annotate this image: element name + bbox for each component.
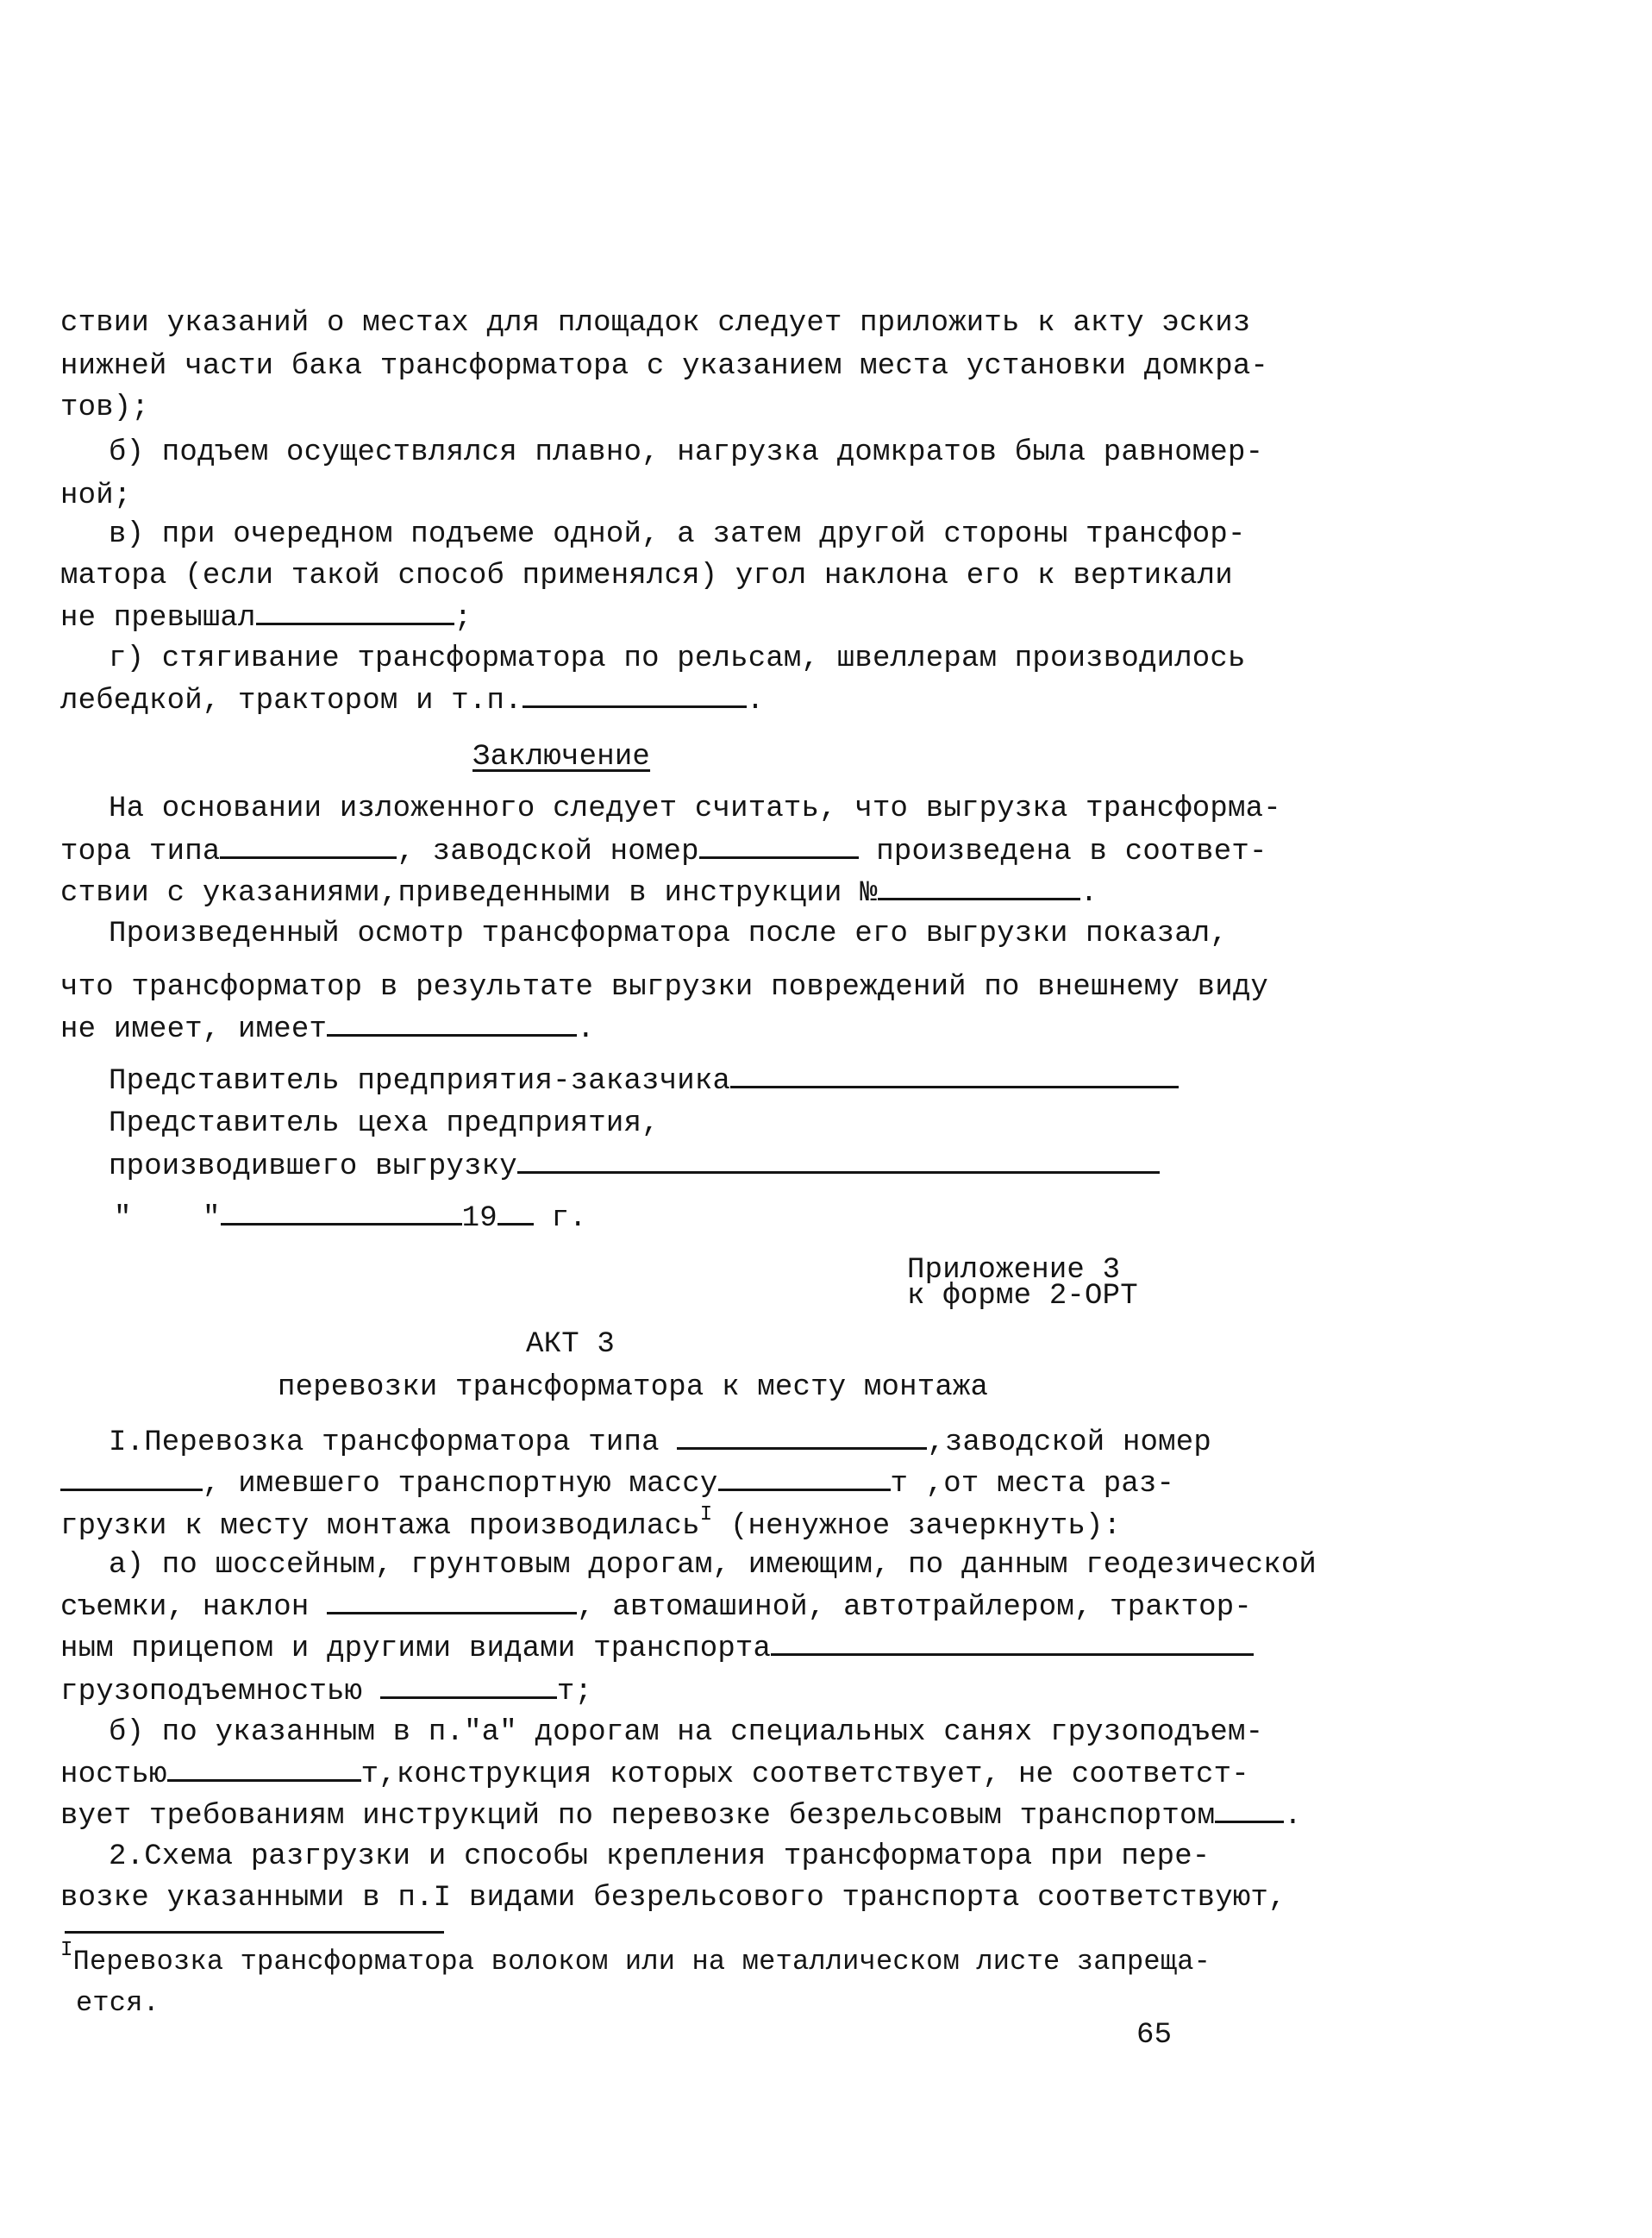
body-line-with-blank [60, 875, 1098, 911]
footnote-ref: I [699, 1503, 713, 1526]
act-subtitle: перевозки трансформатора к месту монтажа [278, 1371, 989, 1404]
text: вует требованиям инструкций по перевозке безрельсовым транспортом [60, 1800, 1216, 1833]
text: ; [454, 602, 472, 635]
blank-field [167, 1757, 361, 1782]
blank-field [718, 1466, 891, 1491]
body-line: нижней части бака трансформатора с указанием места установки домкра- [60, 350, 1269, 383]
signature-blank [517, 1149, 1160, 1174]
date-quotes: " " [114, 1202, 221, 1235]
blank-field [220, 834, 397, 859]
section-heading: Заключение [472, 741, 651, 774]
signature-label: Представитель цеха предприятия, [109, 1107, 660, 1140]
body-line-with-blank [109, 1425, 1211, 1460]
body-line-with-blank [60, 1012, 595, 1047]
body-line: г) стягивание трансформатора по рельсам, швеллерам производилось [109, 643, 1246, 675]
body-line: Произведенный осмотр трансформатора после его выгрузки показал, [109, 918, 1229, 950]
text: (ненужное зачеркнуть): [712, 1510, 1122, 1543]
body-line: в) при очередном подъеме одной, а затем другой стороны трансфор- [109, 518, 1246, 551]
blank-field [878, 875, 1080, 900]
body-line-with-blank [60, 600, 472, 636]
body-line: На основании изложенного следует считать, что выгрузка трансформа- [109, 793, 1281, 825]
text: т ,от места раз- [890, 1468, 1175, 1501]
text: , автомашиной, автотрайлером, трактор- [577, 1591, 1252, 1624]
text: грузоподъемностью [60, 1676, 380, 1708]
text: грузки к месту монтажа производилась [60, 1510, 700, 1543]
text: тора типа [60, 836, 221, 868]
text: , заводской номер [397, 836, 699, 868]
footnote-line: ется. [76, 1987, 160, 2019]
footnote-divider [65, 1931, 444, 1934]
text: ствии с указаниями,приведенными в инструкции № [60, 877, 878, 910]
body-line: что трансформатор в результате выгрузки повреждений по внешнему виду [60, 971, 1269, 1004]
text: съемки, наклон [60, 1591, 328, 1624]
text: ным прицепом и другими видами транспорта [60, 1633, 772, 1665]
blank-field [1215, 1798, 1284, 1823]
appendix-label: Приложение 3 [907, 1254, 1121, 1287]
blank-field [771, 1631, 1254, 1656]
date-line [114, 1200, 587, 1236]
body-line: 2.Схема разгрузки и способы крепления трансформатора при пере- [109, 1840, 1211, 1873]
appendix-form-label: к форме 2-ОРТ [907, 1280, 1138, 1313]
blank-field [380, 1674, 557, 1699]
text: т,конструкция которых соответствует, не соответст- [360, 1758, 1249, 1791]
text: ностью [60, 1758, 167, 1791]
blank-field [699, 834, 859, 859]
date-year: 19 [461, 1202, 497, 1235]
signature-line [109, 1149, 1160, 1184]
date-blank [221, 1200, 462, 1226]
body-line-with-blank [60, 683, 764, 718]
signature-label: производившего выгрузку [109, 1150, 517, 1183]
year-blank [497, 1200, 534, 1226]
body-line-with-blank [60, 1674, 592, 1709]
blank-field [677, 1425, 927, 1450]
body-line-with-blank [60, 1589, 1252, 1625]
text: лебедкой, трактором и т.п. [60, 685, 523, 718]
act-title: АКТ 3 [526, 1328, 616, 1361]
signature-blank [730, 1063, 1179, 1088]
body-line: тов); [60, 392, 150, 424]
signature-line [109, 1063, 1179, 1099]
footnote-line [60, 1939, 1211, 1982]
body-line-with-blank [60, 1798, 1302, 1834]
blank-field [327, 1012, 577, 1037]
body-line-with-footnote-ref [60, 1503, 1122, 1546]
body-line-with-blank [60, 1466, 1174, 1501]
body-line: ной; [60, 480, 132, 512]
blank-field [523, 683, 747, 708]
text: . [746, 685, 765, 718]
body-line: а) по шоссейным, грунтовым дорогам, имеющим, по данным геодезической [109, 1549, 1317, 1582]
footnote-text: Перевозка трансформатора волоком или на металлическом листе запреща- [72, 1946, 1211, 1978]
text: I.Перевозка трансформатора типа [109, 1426, 678, 1459]
text: т; [556, 1676, 593, 1708]
text: не имеет, имеет [60, 1013, 328, 1046]
text: , имевшего транспортную массу [203, 1468, 718, 1501]
body-line-with-blank [60, 834, 1267, 869]
body-line: ствии указаний о местах для площадок следует приложить к акту эскиз [60, 307, 1251, 340]
text: не превышал [60, 602, 256, 635]
page-number: 65 [1136, 2019, 1173, 2052]
body-line-with-blank [60, 1631, 1254, 1666]
text: . [1284, 1800, 1302, 1833]
signature-label: Представитель предприятия-заказчика [109, 1065, 731, 1098]
text: ,заводской номер [927, 1426, 1211, 1459]
body-line: матора (если такой способ применялся) угол наклона его к вертикали [60, 560, 1233, 592]
blank-field [327, 1589, 577, 1614]
footnote-mark: I [60, 1939, 73, 1962]
text: . [1079, 877, 1098, 910]
blank-field [256, 600, 454, 625]
body-line: б) подъем осуществлялся плавно, нагрузка домкратов была равномер- [109, 436, 1264, 469]
body-line: возке указанными в п.I видами безрельсового транспорта соответствуют, [60, 1882, 1286, 1915]
text: произведена в соответ- [858, 836, 1267, 868]
blank-field [60, 1466, 203, 1491]
body-line: б) по указанным в п."а" дорогам на специальных санях грузоподъем- [109, 1716, 1264, 1749]
body-line-with-blank [60, 1757, 1249, 1792]
text: . [577, 1013, 595, 1046]
date-suffix: г. [533, 1202, 587, 1235]
